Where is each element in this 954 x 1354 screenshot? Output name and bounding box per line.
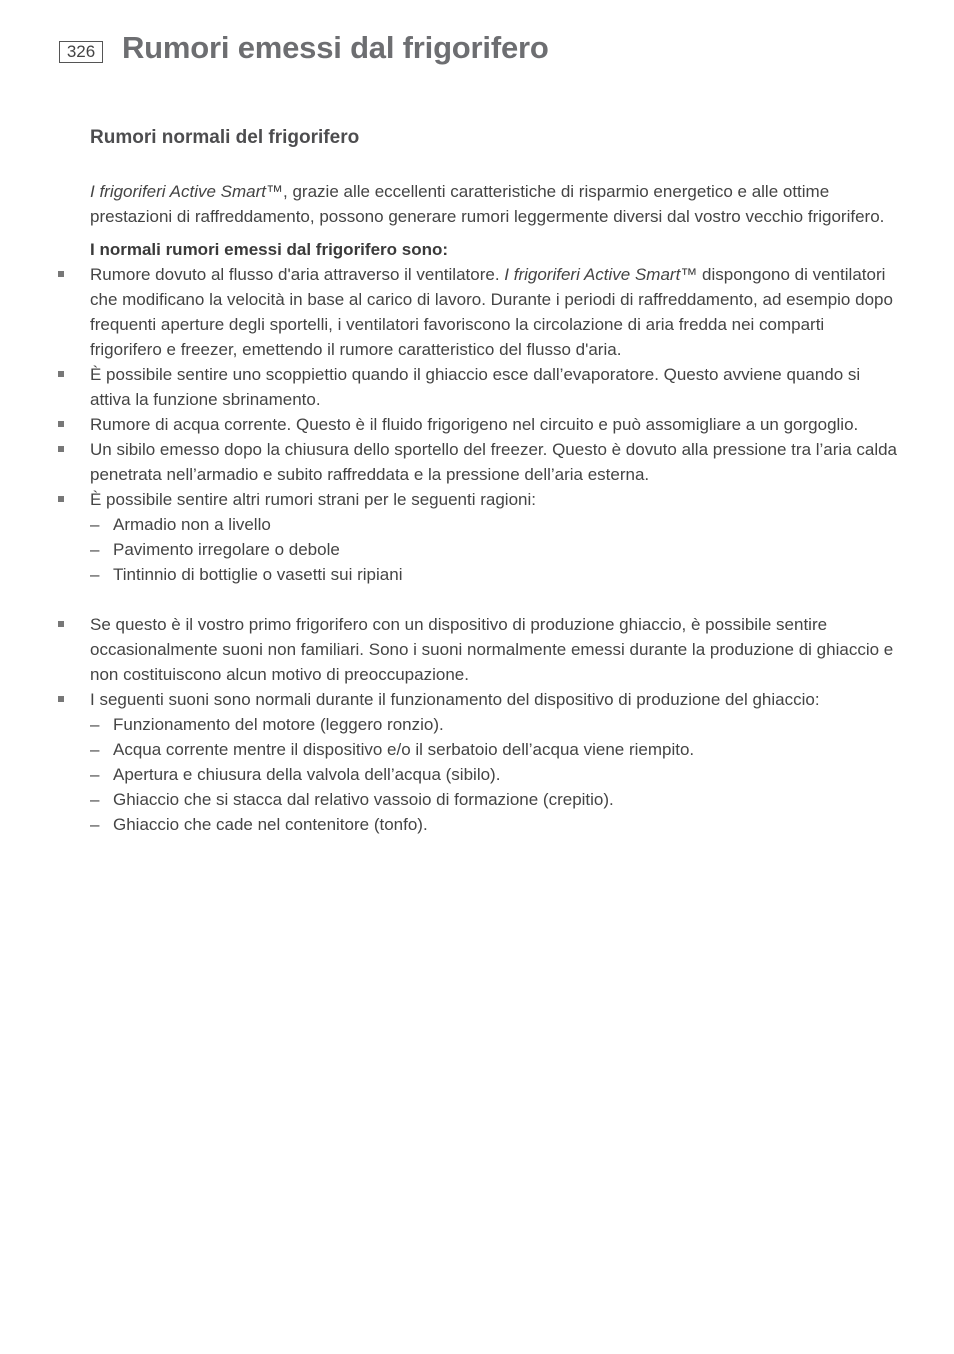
square-bullet-icon bbox=[58, 446, 64, 452]
sub-item-text: Tintinnio di bottiglie o vasetti sui ripiani bbox=[113, 565, 403, 584]
list-item bbox=[90, 487, 900, 612]
dash-marker: – bbox=[90, 815, 100, 834]
bullet-product-name: I frigoriferi Active Smart bbox=[504, 265, 681, 284]
sub-list-item bbox=[90, 562, 900, 587]
bullet-text: Se questo è il vostro primo frigorifero con un dispositivo di produzione ghiaccio, è possibile sentire occasionalmente suoni non familiari. Sono i suoni normalmente emessi durante la produzione di ghiaccio e non costituiscono alcun motivo di preoccupazione. bbox=[90, 615, 894, 684]
page-title: Rumori emessi dal frigorifero bbox=[122, 30, 549, 65]
dash-marker: – bbox=[90, 715, 100, 734]
bullet-text: Rumore di acqua corrente. Questo è il fluido frigorigeno nel circuito e può assomigliare a un gorgoglio. bbox=[90, 415, 859, 434]
square-bullet-icon bbox=[58, 496, 64, 502]
square-bullet-icon bbox=[58, 621, 64, 627]
sub-list bbox=[90, 512, 900, 587]
sub-item-text: Ghiaccio che cade nel contenitore (tonfo). bbox=[113, 815, 428, 834]
page-number: 326 bbox=[59, 41, 103, 63]
square-bullet-icon bbox=[58, 421, 64, 427]
sub-item-text: Acqua corrente mentre il dispositivo e/o il serbatoio dell’acqua viene riempito. bbox=[113, 740, 695, 759]
dash-marker: – bbox=[90, 540, 100, 559]
sub-list-item bbox=[90, 737, 900, 762]
dash-marker: – bbox=[90, 565, 100, 584]
dash-marker: – bbox=[90, 790, 100, 809]
list-item bbox=[90, 687, 900, 837]
sub-list-item bbox=[90, 712, 900, 737]
sub-item-text: Armadio non a livello bbox=[113, 515, 271, 534]
sub-item-text: Pavimento irregolare o debole bbox=[113, 540, 340, 559]
dash-marker: – bbox=[90, 765, 100, 784]
bullet-text: È possibile sentire altri rumori strani per le seguenti ragioni: bbox=[90, 490, 536, 509]
sub-item-text: Apertura e chiusura della valvola dell’acqua (sibilo). bbox=[113, 765, 501, 784]
list-item bbox=[90, 362, 900, 412]
sub-list-item bbox=[90, 787, 900, 812]
intro-text: ™, grazie alle eccellenti caratteristiche di risparmio energetico e alle ottime prestazioni di raffreddamento, possono generare rumori leggermente diversi dal vostro vecchio frigorifero. bbox=[90, 182, 885, 226]
bullet-text: I seguenti suoni sono normali durante il funzionamento del dispositivo di produzione del ghiaccio: bbox=[90, 690, 820, 709]
sub-list-item bbox=[90, 537, 900, 562]
sub-item-text: Funzionamento del motore (leggero ronzio). bbox=[113, 715, 444, 734]
square-bullet-icon bbox=[58, 271, 64, 277]
bullet-text: È possibile sentire uno scoppiettio quando il ghiaccio esce dall’evaporatore. Questo avviene quando si attiva la funzione sbrinamento. bbox=[90, 365, 861, 409]
dash-marker: – bbox=[90, 515, 100, 534]
sub-list bbox=[90, 712, 900, 837]
bullet-text: ™ dispongono di ventilatori che modificano la velocità in base al carico di lavoro. Durante i periodi di raffreddamento, ad esempio dopo frequenti aperture degli sportelli, i ventilatori favoriscono la circolazione di aria fredda nei comparti frigorifero e freezer, emettendo il rumore caratteristico del flusso d'aria. bbox=[90, 265, 893, 359]
square-bullet-icon bbox=[58, 371, 64, 377]
list-item bbox=[90, 612, 900, 687]
sub-item-text: Ghiaccio che si stacca dal relativo vassoio di formazione (crepitio). bbox=[113, 790, 614, 809]
bullet-text: Rumore dovuto al flusso d'aria attraverso il ventilatore. bbox=[90, 265, 505, 284]
intro-paragraph bbox=[90, 179, 900, 229]
sub-list-item bbox=[90, 762, 900, 787]
dash-marker: – bbox=[90, 740, 100, 759]
list-item bbox=[90, 412, 900, 437]
noise-list bbox=[90, 262, 900, 837]
section-heading: Rumori normali del frigorifero bbox=[90, 127, 360, 148]
list-heading: I normali rumori emessi dal frigorifero sono: bbox=[90, 240, 449, 259]
list-item bbox=[90, 437, 900, 487]
square-bullet-icon bbox=[58, 696, 64, 702]
sub-list-item bbox=[90, 812, 900, 837]
sub-list-item bbox=[90, 512, 900, 537]
spacer bbox=[90, 587, 900, 612]
content-body bbox=[90, 179, 900, 837]
intro-product-name: I frigoriferi Active Smart bbox=[90, 182, 267, 201]
list-item bbox=[90, 262, 900, 362]
bullet-text: Un sibilo emesso dopo la chiusura dello sportello del freezer. Questo è dovuto alla pressione tra l’aria calda penetrata nell’armadio e subito raffreddata e la pressione dell’aria esterna. bbox=[90, 440, 898, 484]
